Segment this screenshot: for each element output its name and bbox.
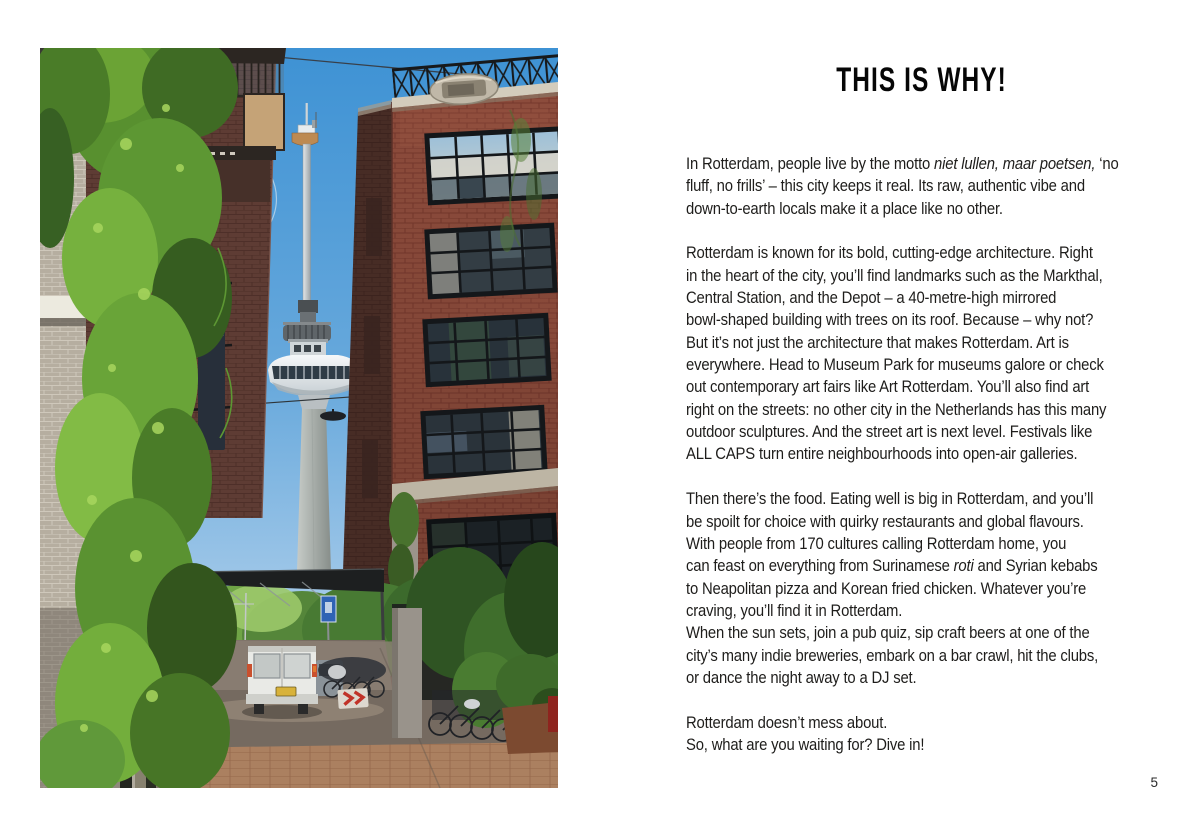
text-line: When the sun sets, join a pub quiz, sip craft beers at one of the	[686, 624, 1090, 643]
text-line: With people from 170 cultures calling Rotterdam home, you	[686, 534, 1067, 553]
text-line: Central Station, and the Depot – a 40-metre-high mirrored	[686, 289, 1057, 308]
text-line: or dance the night away to a DJ set.	[686, 668, 917, 687]
text-line: Rotterdam doesn’t mess about.	[686, 713, 888, 732]
text-line: ALL CAPS turn entire neighbourhoods into open-air galleries.	[686, 445, 1078, 464]
text-line: So, what are you waiting for? Dive in!	[686, 735, 925, 754]
text-line: everywhere. Head to Museum Park for museums galore or check	[686, 356, 1104, 375]
article-body	[686, 153, 1168, 756]
page-title	[686, 62, 1158, 98]
white-van	[242, 646, 322, 719]
text-line: fluff, no frills’ – this city keeps it real. Its raw, authentic vibe and	[686, 177, 1085, 196]
paragraph	[686, 242, 1168, 465]
text-line: city’s many indie breweries, embark on a bar crawl, hit the clubs,	[686, 646, 1099, 665]
text-line: Then there’s the food. Eating well is big in Rotterdam, and you’ll	[686, 490, 1094, 509]
text-line: But it’s not just the architecture that makes Rotterdam. Art is	[686, 333, 1069, 352]
text-line: out contemporary art fairs like Art Rotterdam. You’ll also find art	[686, 378, 1090, 397]
page-number: 5	[1150, 775, 1158, 790]
text-line: be spoilt for choice with quirky restaurants and global flavours.	[686, 512, 1084, 531]
chevron-traffic-sign	[337, 688, 368, 709]
paragraph	[686, 712, 1168, 757]
text-line: bowl-shaped building with trees on its roof. Because – why not?	[686, 311, 1094, 330]
window-lower	[420, 405, 547, 479]
license-plate	[276, 687, 296, 696]
page-title-text: THIS IS WHY!	[836, 61, 1008, 99]
text-line: In Rotterdam, people live by the motto niet lullen, maar poetsen, ‘no	[686, 155, 1119, 173]
text-line: in the heart of the city, you’ll find landmarks such as the Markthal,	[686, 266, 1103, 285]
rotterdam-euromast-photo	[40, 48, 558, 788]
window-upper-2	[424, 223, 557, 300]
text-line: craving, you’ll find it in Rotterdam.	[686, 601, 903, 620]
right-courtyard	[392, 542, 558, 754]
red-vehicle-sliver	[548, 696, 558, 732]
window-mid	[422, 313, 551, 388]
text-line: down-to-earth locals make it a place like no other.	[686, 199, 1003, 218]
paragraph	[686, 488, 1168, 689]
text-line: outdoor sculptures. And the street art is next level. Festivals like	[686, 423, 1093, 442]
text-line: can feast on everything from Surinamese roti and Syrian kebabs	[686, 557, 1098, 576]
paragraph	[686, 153, 1168, 220]
text-line: Rotterdam is known for its bold, cutting-edge architecture. Right	[686, 244, 1093, 263]
text-line: right on the streets: no other city in the Netherlands has this many	[686, 400, 1107, 419]
hanging-street-lamp	[320, 411, 346, 421]
text-line: to Neapolitan pizza and Korean fried chicken. Whatever you’re	[686, 579, 1087, 598]
